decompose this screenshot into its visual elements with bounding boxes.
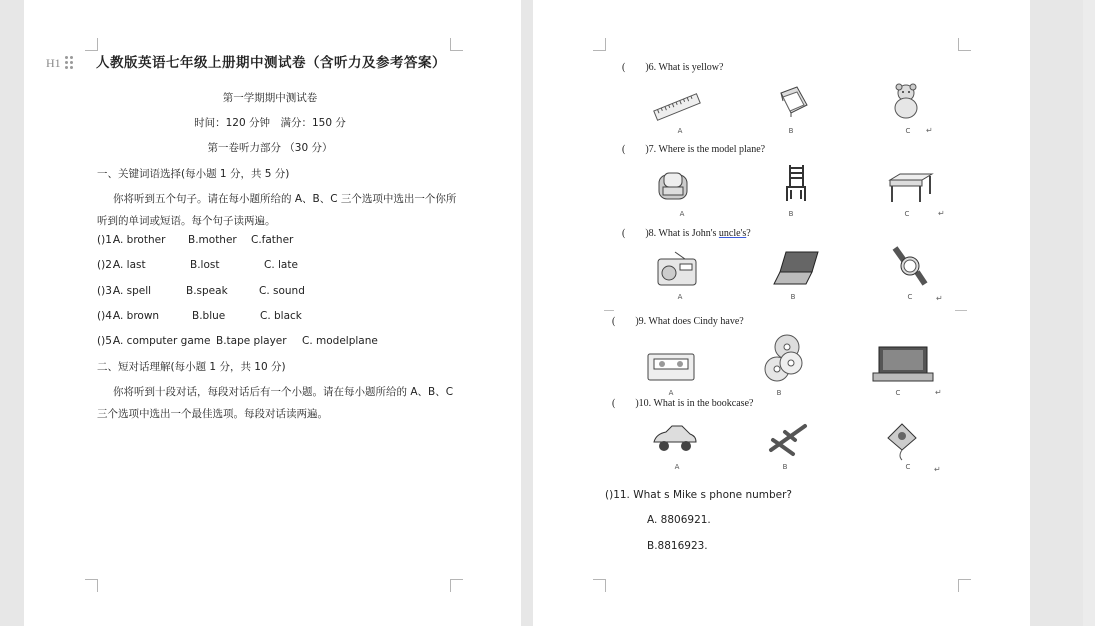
option-label-a: A [677,293,683,301]
paragraph-mark: ↵ [926,126,933,135]
margin-mark [958,579,971,592]
tape-picture [646,351,696,383]
option-label-b: B [790,293,796,301]
armchair-picture [655,167,691,205]
part1-heading: 一、关键词语选择(每小题 1 分，共 5 分) [97,168,290,180]
pencil-case-picture [775,83,811,121]
question-6: ( )6. What is yellow? [622,62,724,73]
paragraph-mark: ↵ [935,388,942,397]
question-10: ( )10. What is in the bookcase? [612,398,754,409]
question-8: ( )8. What is John's uncle's? [622,228,751,239]
chair-picture [781,162,811,204]
document-title: 人教版英语七年级上册期中测试卷（含听力及参考答案） [96,55,446,71]
option-label-b: B [782,463,788,471]
option-c: C. black [260,310,302,322]
option-label-c: C [905,127,911,135]
margin-mark [85,38,98,51]
option-c: C. sound [259,285,305,297]
watch-picture [889,244,929,286]
question-number: ()4. [97,310,116,322]
teddy-bear-picture [889,82,923,120]
option-a: A. computer game [113,335,211,347]
option-b: B.blue [192,310,226,322]
vertical-scrollbar[interactable] [1083,0,1095,626]
option-a: A. spell [113,285,152,297]
question-number: ()3. [97,285,116,297]
toy-car-picture [650,420,700,456]
option-label-a: A [679,210,685,218]
option-label-a: A [677,127,683,135]
table-picture [886,170,936,206]
time-info: 时间：120 分钟 满分：150 分 [194,117,346,129]
option-label-b: B [776,389,782,397]
margin-mark [85,579,98,592]
spellcheck-underline-word: uncle's [718,228,747,239]
q11-option-a: A. 8806921. [647,514,711,526]
question-7: ( )7. Where is the model plane? [622,144,766,155]
margin-rule [604,310,614,311]
paragraph-mark: ↵ [934,465,941,474]
question-number: ()5. [97,335,116,347]
q11-option-b: B.8816923. [647,540,708,552]
radio-picture [655,251,699,287]
kite-picture [884,422,920,462]
part2-instructions: 三个选项中选出一个最佳选项。每段对话读两遍。 [97,408,328,420]
option-c: C. modelplane [302,335,378,347]
option-a: A. brown [113,310,160,322]
option-b: B.tape player [216,335,287,347]
option-label-a: A [674,463,680,471]
question-number: ()2. [97,259,116,271]
part1-instructions: 你将听到五个句子。请在每小题所给的 A、B、C 三个选项中选出一个你所 [113,193,457,205]
question-number: ()1. [97,234,116,246]
model-plane-picture [767,420,809,458]
listening-section-title: 第一卷听力部分 （30 分） [207,142,333,154]
option-a: A. brother [113,234,166,246]
part1-instructions: 听到的单词或短语。每个句子读两遍。 [97,215,276,227]
option-b: B.mother [188,234,237,246]
option-label-c: C [904,210,910,218]
part2-instructions: 你将听到十段对话，每段对话后有一个小题。请在每小题所给的 A、B、C [113,386,454,398]
option-label-c: C [907,293,913,301]
computer-game-picture [871,343,935,385]
margin-mark [450,38,463,51]
margin-mark [593,38,606,51]
option-a: A. last [113,259,146,271]
question-11: ()11. What s Mike s phone number? [605,489,793,501]
option-label-c: C [905,463,911,471]
margin-mark [958,38,971,51]
option-label-a: A [668,389,674,397]
exam-subtitle: 第一学期期中测试卷 [222,92,318,104]
option-b: B.speak [186,285,228,297]
question-9: ( )9. What does Cindy have? [612,316,744,327]
margin-mark [593,579,606,592]
part2-heading: 二、短对话理解(每小题 1 分，共 10 分) [97,361,286,373]
option-c: C.father [251,234,294,246]
heading-style-icon[interactable]: H1 [46,56,61,70]
option-b: B.lost [190,259,220,271]
option-label-b: B [788,127,794,135]
drag-handle-icon[interactable] [65,56,75,70]
margin-mark [450,579,463,592]
margin-rule [955,310,967,311]
paragraph-mark: ↵ [938,209,945,218]
option-label-b: B [788,210,794,218]
laptop-picture [772,248,822,288]
paragraph-mark: ↵ [936,294,943,303]
option-label-c: C [895,389,901,397]
cds-picture [761,333,805,383]
ruler-picture [652,92,702,122]
option-c: C. late [264,259,298,271]
